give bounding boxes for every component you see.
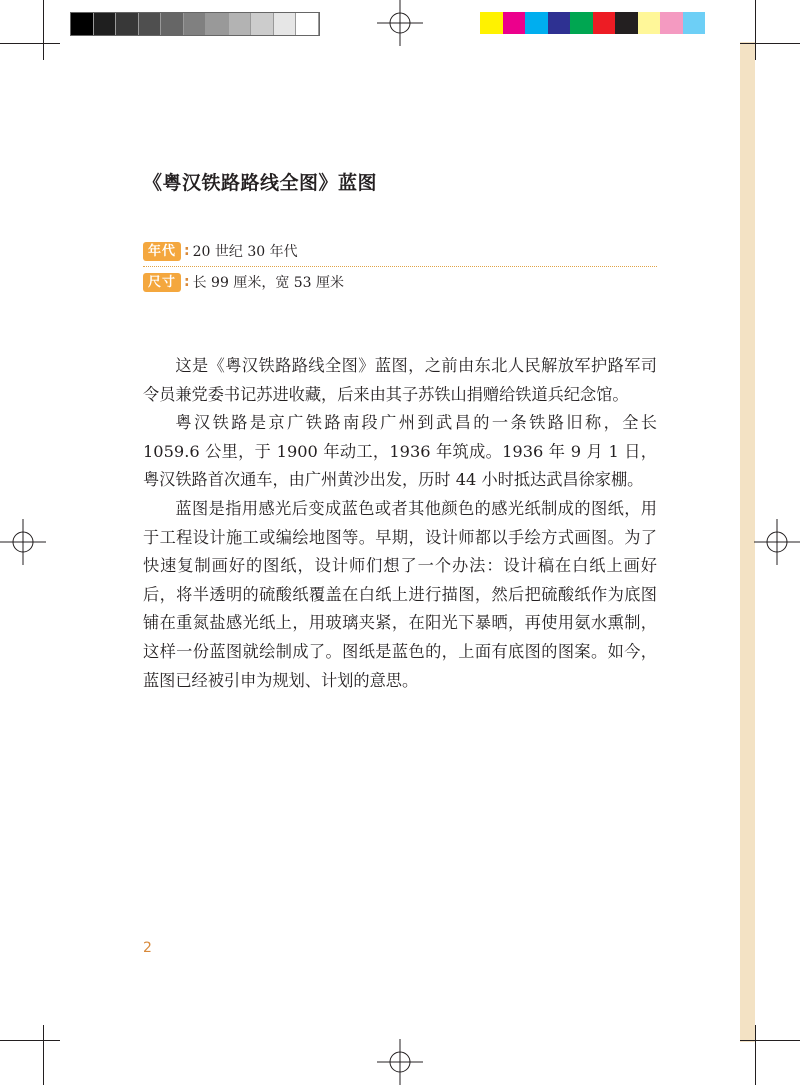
crop-mark xyxy=(755,0,756,60)
gray-swatch xyxy=(94,13,117,35)
crop-mark xyxy=(0,43,60,44)
gray-swatch xyxy=(251,13,274,35)
page-edge-strip xyxy=(740,42,755,1042)
meta-divider xyxy=(143,266,657,267)
color-calibration-bar xyxy=(480,12,728,34)
gray-swatch xyxy=(116,13,139,35)
registration-mark-icon xyxy=(377,0,423,46)
crop-mark xyxy=(43,0,44,60)
color-swatch xyxy=(660,12,683,34)
paragraph: 蓝图是指用感光后变成蓝色或者其他颜色的感光纸制成的图纸，用于工程设计施工或编绘地图等。早期，设计师都以手绘方式画图。为了快速复制画好的图纸，设计师们想了一个办法：设计稿在白纸上画好后，将半透明的硫酸纸覆盖在白纸上进行描图，然后把硫酸纸作为底图铺在重氮盐感光纸上，用玻璃夹紧，在阳光下暴晒，再使用氨水熏制，这样一份蓝图就绘制成了。图纸是蓝色的，上面有底图的图案。如今，蓝图已经被引申为规划、计划的意思。 xyxy=(143,498,657,690)
color-swatch xyxy=(525,12,548,34)
page-title: 《粤汉铁路路线全图》蓝图 xyxy=(143,172,378,194)
gray-swatch xyxy=(206,13,229,35)
crop-mark xyxy=(740,43,800,44)
color-swatch xyxy=(638,12,661,34)
grayscale-calibration-bar xyxy=(70,12,320,36)
page-number: 2 xyxy=(143,940,152,956)
color-swatch xyxy=(683,12,706,34)
meta-label-era: 年代 xyxy=(143,242,181,261)
meta-row-size xyxy=(143,271,344,293)
color-swatch xyxy=(593,12,616,34)
crop-mark xyxy=(0,1040,60,1041)
gray-swatch xyxy=(71,13,94,35)
crop-mark xyxy=(755,1025,756,1085)
color-swatch xyxy=(480,12,503,34)
meta-value-era: 20 世纪 30 年代 xyxy=(192,244,298,260)
meta-value-size: 长 99 厘米，宽 53 厘米 xyxy=(192,275,345,291)
meta-separator: : xyxy=(184,274,190,290)
gray-swatch xyxy=(139,13,162,35)
gray-swatch xyxy=(229,13,252,35)
gray-swatch xyxy=(274,13,297,35)
meta-row-era xyxy=(143,240,298,262)
color-swatch xyxy=(705,12,728,34)
crop-mark xyxy=(43,1025,44,1085)
paragraph: 粤汉铁路是京广铁路南段广州到武昌的一条铁路旧称，全长 1059.6 公里，于 1900 年动工，1936 年筑成。1936 年 9 月 1 日，粤汉铁路首次通车，由广州黄沙出发，历时 44 小时抵达武昌徐家棚。 xyxy=(143,413,657,490)
registration-mark-icon xyxy=(0,519,46,565)
meta-label-size: 尺寸 xyxy=(143,273,181,292)
paragraph: 这是《粤汉铁路路线全图》蓝图，之前由东北人民解放军护路军司令员兼党委书记苏进收藏，后来由其子苏铁山捐赠给铁道兵纪念馆。 xyxy=(143,356,657,404)
color-swatch xyxy=(548,12,571,34)
color-swatch xyxy=(503,12,526,34)
registration-mark-icon xyxy=(754,519,800,565)
crop-mark xyxy=(740,1040,800,1041)
gray-swatch xyxy=(161,13,184,35)
registration-mark-icon xyxy=(377,1039,423,1085)
gray-swatch xyxy=(296,13,319,35)
color-swatch xyxy=(570,12,593,34)
gray-swatch xyxy=(184,13,207,35)
article-body xyxy=(143,352,657,695)
meta-separator: : xyxy=(184,243,190,259)
color-swatch xyxy=(615,12,638,34)
